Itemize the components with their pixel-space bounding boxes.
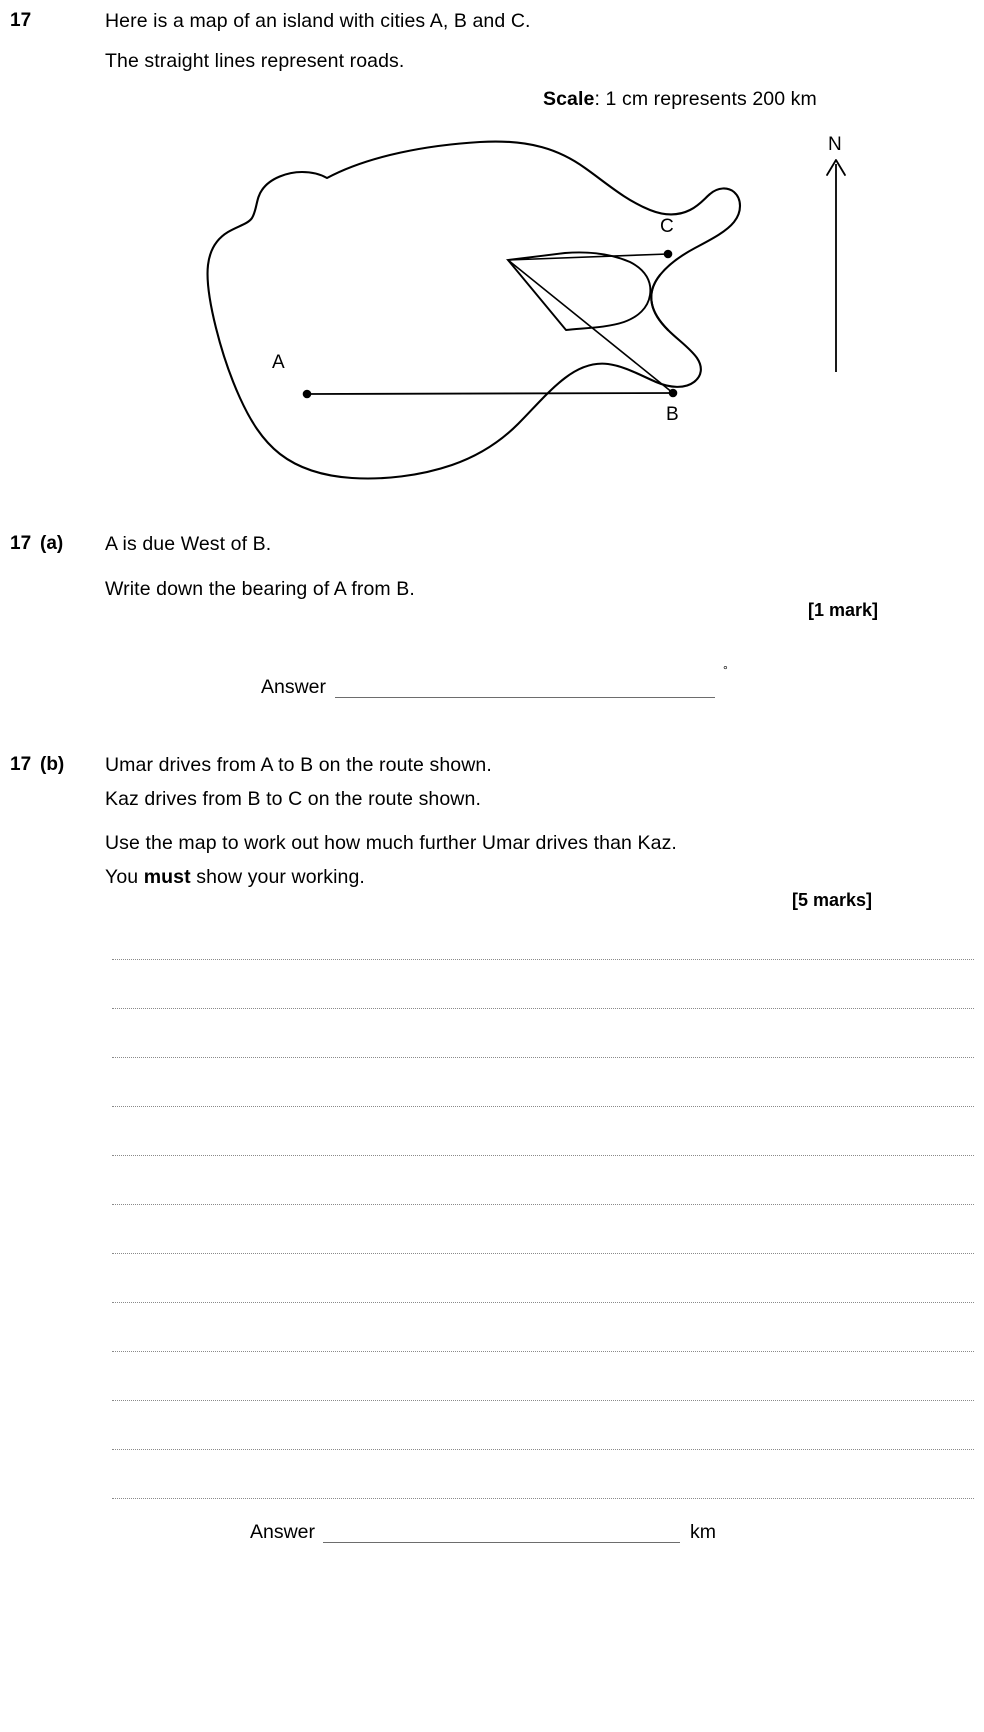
part-b-line-4-post: show your working.: [190, 866, 365, 888]
part-b-letter: (b): [40, 754, 65, 775]
part-a-question-number: 17: [10, 533, 32, 554]
part-a-answer-label: Answer: [261, 676, 327, 698]
north-label: N: [828, 134, 842, 155]
question-number: 17: [10, 10, 32, 31]
island-map: [0, 120, 984, 520]
part-b-line-4-emphasis: must: [143, 866, 191, 888]
city-marker-b: [669, 389, 678, 398]
map-scale-text: : 1 cm represents 200 km: [594, 88, 817, 110]
part-a-answer-field[interactable]: [335, 697, 715, 698]
city-label-c: C: [660, 216, 674, 237]
part-b-line-2: Kaz drives from B to C on the route shown.: [105, 788, 481, 810]
map-scale-label: Scale: [543, 88, 595, 110]
part-b-marks: [5 marks]: [792, 890, 873, 910]
question-intro-line-1: Here is a map of an island with cities A, B and C.: [105, 10, 531, 32]
part-b-line-4: [105, 866, 365, 889]
working-line[interactable]: [112, 1449, 974, 1450]
working-line[interactable]: [112, 1253, 974, 1254]
map-scale-caption: [543, 88, 817, 111]
working-line[interactable]: [112, 1057, 974, 1058]
city-label-b: B: [666, 404, 679, 425]
part-b-answer-label: Answer: [250, 1521, 316, 1543]
city-marker-c: [664, 250, 673, 259]
island-bay-inlet: [651, 275, 668, 330]
working-line[interactable]: [112, 959, 974, 960]
road-a-to-b: [307, 393, 673, 394]
part-b-line-3: Use the map to work out how much further Umar drives than Kaz.: [105, 832, 677, 854]
north-arrow-icon: [827, 160, 845, 372]
working-line[interactable]: [112, 1302, 974, 1303]
part-b-line-1: Umar drives from A to B on the route shown.: [105, 754, 492, 776]
part-a-line-1: A is due West of B.: [105, 533, 272, 555]
working-line[interactable]: [112, 1008, 974, 1009]
part-b-line-4-pre: You: [105, 866, 144, 888]
part-a-letter: (a): [40, 533, 64, 554]
road-b-to-c: [508, 254, 673, 393]
working-line[interactable]: [112, 1106, 974, 1107]
working-line[interactable]: [112, 1155, 974, 1156]
part-a-marks: [1 mark]: [808, 600, 879, 620]
working-line[interactable]: [112, 1498, 974, 1499]
part-b-question-number: 17: [10, 754, 32, 775]
city-marker-a: [303, 390, 312, 399]
city-label-a: A: [272, 352, 285, 373]
working-line[interactable]: [112, 1204, 974, 1205]
question-intro-line-2: The straight lines represent roads.: [105, 50, 405, 72]
part-b-answer-unit: km: [690, 1521, 716, 1543]
part-a-line-2: Write down the bearing of A from B.: [105, 578, 415, 600]
part-a-answer-unit: °: [723, 663, 728, 677]
working-line[interactable]: [112, 1351, 974, 1352]
part-b-answer-field[interactable]: [323, 1542, 680, 1543]
working-line[interactable]: [112, 1400, 974, 1401]
island-coastline: [207, 142, 740, 479]
